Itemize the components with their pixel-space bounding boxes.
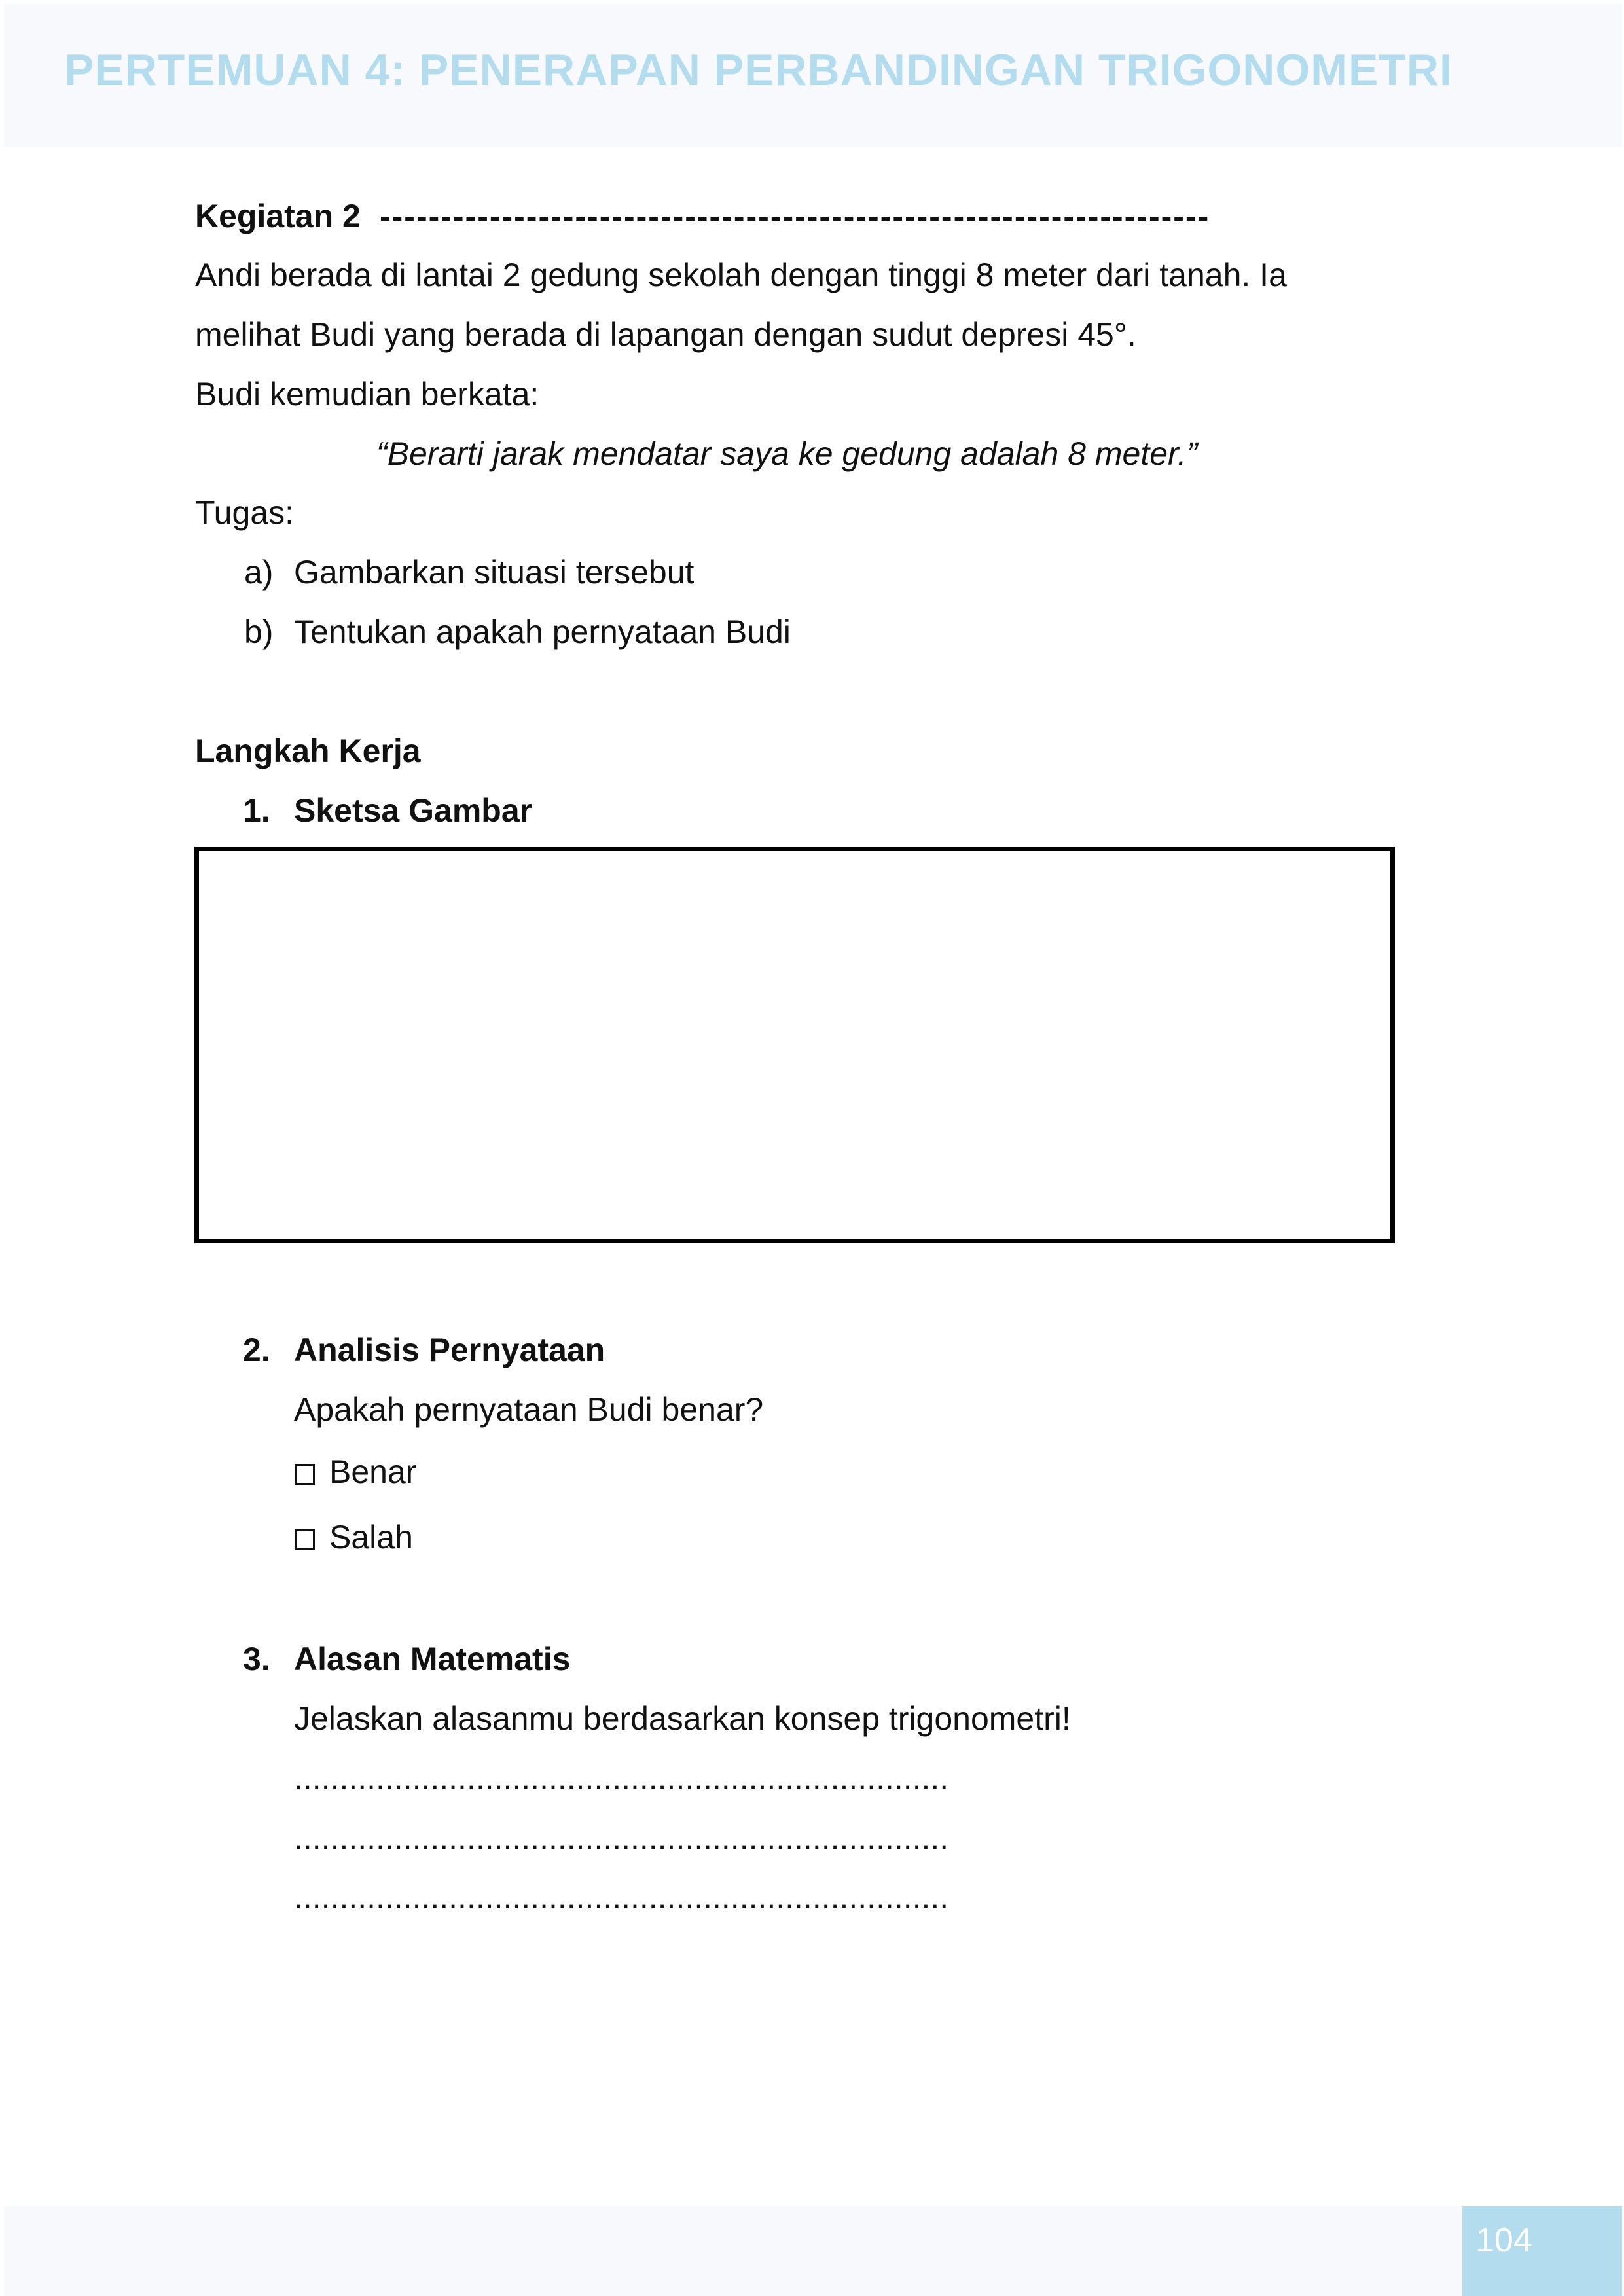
step-2-title: Analisis Pernyataan [294, 1332, 605, 1368]
answer-line-1[interactable]: ........................................................................ [294, 1760, 949, 1796]
step-3-prompt: Jelaskan alasanmu berdasarkan konsep trigonometri! [294, 1700, 1071, 1737]
task-text-a: Gambarkan situasi tersebut [294, 554, 695, 591]
step-1-title: Sketsa Gambar [294, 792, 533, 829]
step-2-question: Apakah pernyataan Budi benar? [294, 1391, 764, 1428]
page-number-box [1462, 2206, 1622, 2296]
activity-title-dashes: -------------------------------------------------------------------- [380, 198, 1210, 234]
sketch-drawing-area[interactable] [194, 847, 1395, 1243]
step-3-title: Alasan Matematis [294, 1641, 571, 1677]
task-text-b: Tentukan apakah pernyataan Budi [294, 613, 791, 650]
step-2-number: 2. [243, 1332, 270, 1368]
task-marker-b: b) [244, 613, 274, 650]
activity-paragraph-line-2: melihat Budi yang berada di lapangan dengan sudut depresi 45°. [195, 316, 1136, 353]
option-benar-label: Benar [329, 1453, 417, 1490]
tasks-label: Tugas: [195, 494, 295, 531]
option-salah-label: Salah [329, 1519, 413, 1556]
checkbox-salah[interactable] [295, 1529, 315, 1550]
step-1-number: 1. [243, 792, 270, 829]
step-3-number: 3. [243, 1641, 270, 1677]
activity-title: Kegiatan 2 [195, 198, 361, 234]
checkbox-benar[interactable] [295, 1464, 315, 1485]
answer-line-3[interactable]: ........................................................................ [294, 1879, 949, 1916]
page-header-title: PERTEMUAN 4: PENERAPAN PERBANDINGAN TRIGONOMETRI [64, 45, 1453, 95]
task-marker-a: a) [244, 554, 274, 591]
activity-paragraph-line-1: Andi berada di lantai 2 gedung sekolah dengan tinggi 8 meter dari tanah. Ia [195, 257, 1287, 293]
answer-line-2[interactable]: ........................................................................ [294, 1819, 949, 1856]
footer-band [4, 2206, 1622, 2296]
budi-quote: “Berarti jarak mendatar saya ke gedung adalah 8 meter.” [376, 435, 1198, 472]
steps-heading: Langkah Kerja [195, 733, 421, 769]
activity-speaker-line: Budi kemudian berkata: [195, 376, 539, 412]
page-number: 104 [1475, 2221, 1532, 2259]
